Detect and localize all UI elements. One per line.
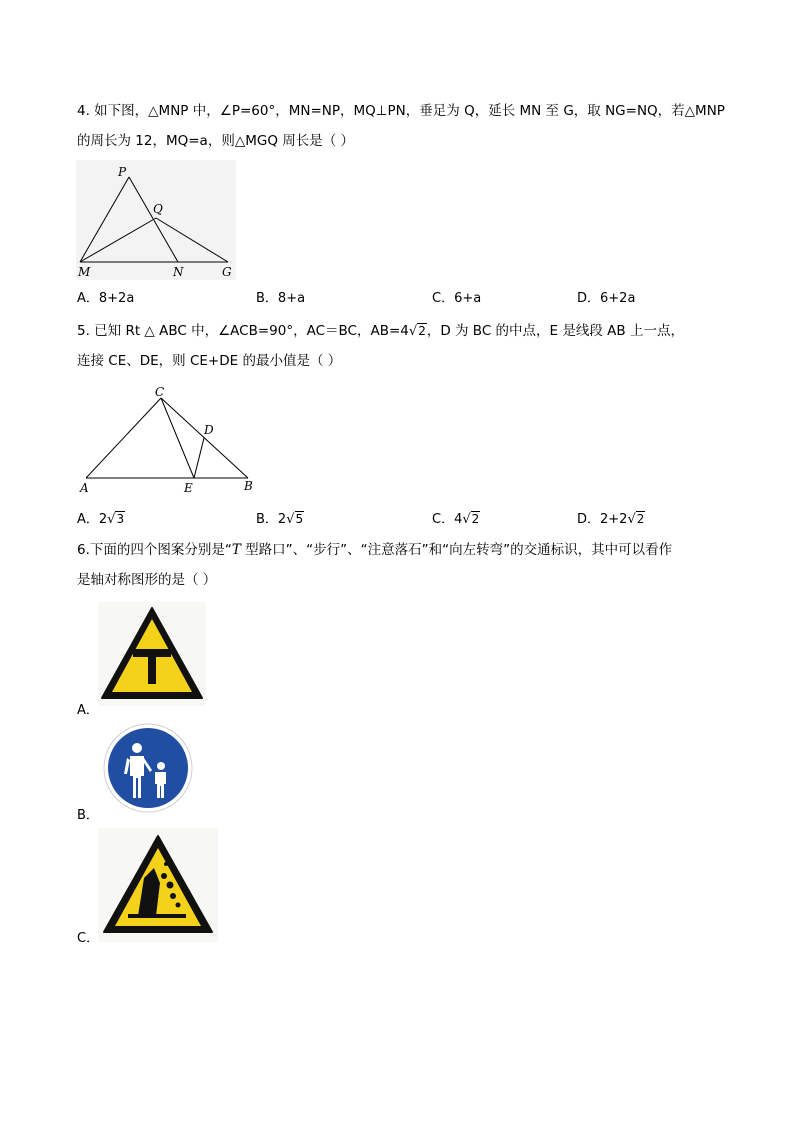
q4-text-line1: 4. 如下图，△MNP 中，∠P=60°，MN=NP，MQ⊥PN，垂足为 Q，延长 MN 至 G，取 NG=NQ，若△MNP <box>77 103 725 119</box>
q5-option-b <box>256 510 304 529</box>
q4-label-m: M <box>78 265 91 279</box>
q4-label-q: Q <box>153 202 163 216</box>
q5-option-c-radicand: 2 <box>471 512 480 526</box>
q5-option-a-radicand: 3 <box>116 512 125 526</box>
q5-label-b: B <box>244 479 253 493</box>
q4-option-c: C．6+a <box>432 291 482 306</box>
q6-text-line2: 是轴对称图形的是（ ） <box>77 572 217 588</box>
q5-option-a <box>77 510 125 529</box>
q5-option-c-sqrt: √2 <box>462 512 480 527</box>
q4-label-n: N <box>173 265 184 279</box>
q5-text-line1 <box>77 321 684 342</box>
q4-option-d: D．6+2a <box>577 291 636 306</box>
q5-text-line2: 连接 CE、DE，则 CE+DE 的最小值是（ ） <box>77 353 342 369</box>
q6-option-b-label: B． <box>77 808 99 823</box>
q4-label-p: P <box>118 165 127 179</box>
q6-text-line1 <box>77 540 672 560</box>
q5-option-d-pre: D．2+2 <box>577 512 628 527</box>
q5-triangle-figure <box>76 382 260 498</box>
q5-label-d: D <box>204 423 214 437</box>
q5-option-a-pre: A．2 <box>77 512 108 527</box>
q4-option-a: A．8+2a <box>77 291 135 306</box>
q5-option-c <box>432 510 480 529</box>
falling-rocks-sign-icon <box>98 828 218 942</box>
q5-text-line1-b: ，D 为 BC 的中点，E 是线段 AB 上一点， <box>426 323 684 339</box>
q5-option-d <box>577 510 645 529</box>
q6-text-t: T <box>231 542 241 558</box>
q4-label-g: G <box>222 265 232 279</box>
q6-option-a-label: A． <box>77 703 99 718</box>
q5-option-c-pre: C．4 <box>432 512 463 527</box>
q6-text-line1-b: 型路口”、“步行”、“注意落石”和“向左转弯”的交通标识，其中可以看作 <box>240 542 673 558</box>
q5-option-b-pre: B．2 <box>256 512 287 527</box>
q5-label-e: E <box>184 481 193 495</box>
q5-option-d-sqrt: √2 <box>627 512 645 527</box>
q4-option-b: B．8+a <box>256 291 306 306</box>
q5-label-c: C <box>155 385 165 399</box>
q6-option-c-label: C． <box>77 931 100 946</box>
q6-text-line1-a: 6.下面的四个图案分别是“ <box>77 542 232 558</box>
pedestrian-sign-icon <box>102 722 194 814</box>
q4-triangle-figure <box>76 160 236 280</box>
q4-text-line2: 的周长为 12，MQ=a，则△MGQ 周长是（ ） <box>77 133 355 149</box>
q5-option-b-sqrt: √5 <box>286 512 304 527</box>
q5-option-d-radicand: 2 <box>636 512 645 526</box>
q5-sqrt-radicand: 2 <box>418 324 426 338</box>
q5-option-a-sqrt: √3 <box>107 512 125 527</box>
q5-sqrt: √2 <box>408 324 426 339</box>
q5-label-a: A <box>80 481 89 495</box>
t-junction-sign-icon <box>98 602 206 706</box>
q5-option-b-radicand: 5 <box>295 512 304 526</box>
q5-text-line1-a: 5. 已知 Rt △ ABC 中，∠ACB=90°，AC＝BC，AB=4 <box>77 323 409 339</box>
